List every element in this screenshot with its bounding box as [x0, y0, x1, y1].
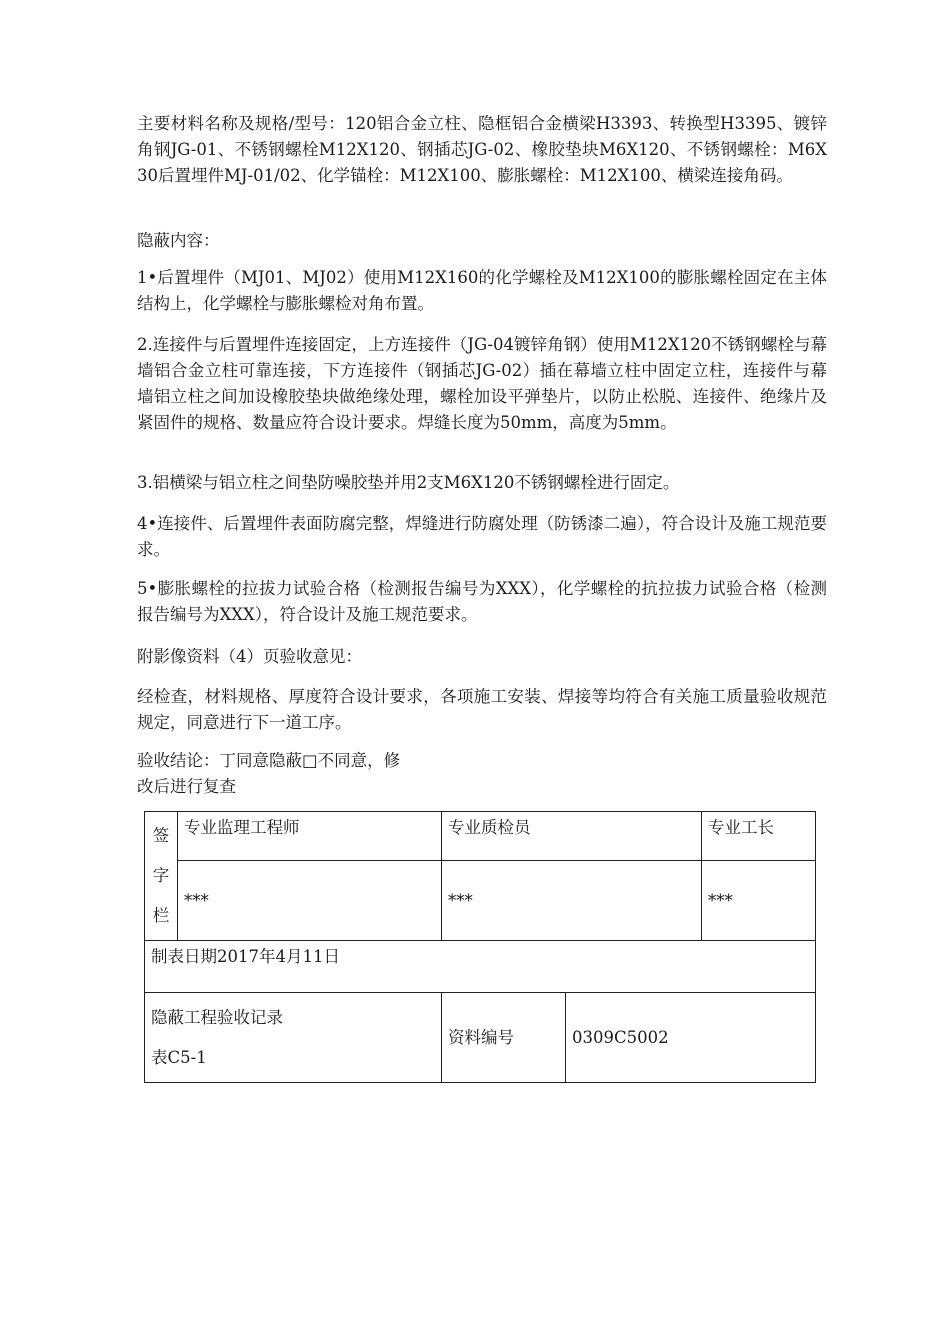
item-3: 3.铝横梁与铝立柱之间垫防噪胶垫并用2支M6X120不锈钢螺栓进行固定。 [137, 473, 680, 492]
signature-supervising-engineer: *** [178, 861, 442, 941]
concealed-content-heading: 隐蔽内容： [137, 231, 220, 250]
signature-column-label: 签 字 栏 [145, 812, 178, 941]
record-title: 隐蔽工程验收记录 [151, 1007, 283, 1027]
conclusion-line-2: 改后进行复查 [137, 777, 236, 796]
materials-paragraph: 主要材料名称及规格/型号：120铝合金立柱、隐框铝合金横梁H3393、转换型H3395、镀锌角钢JG-01、不锈钢螺栓M12X120、钢插芯JG-02、橡胶垫块M6X120、不锈钢螺栓：M6X30后置埋件MJ-01/02、化学锚栓：M12X100、膨胀螺栓：M12X100、横梁连接角码。 [137, 114, 827, 185]
conclusion-line-1: 验收结论：丁同意隐蔽□不同意，修 [137, 751, 401, 770]
header-supervising-engineer: 专业监理工程师 [178, 812, 442, 861]
item-5: 5•膨胀螺栓的拉拔力试验合格（检测报告编号为XXX），化学螺栓的抗拉拔力试验合格（检测报告编号为XXX），符合设计及施工规范要求。 [137, 579, 827, 624]
signature-table [144, 811, 816, 1083]
header-foreman: 专业工长 [702, 812, 816, 861]
document-number-value: 0309C5002 [566, 993, 816, 1083]
attachment-line: 附影像资料（4）页验收意见： [137, 647, 362, 666]
table-date: 制表日期2017年4月11日 [145, 941, 816, 993]
item-4: 4•连接件、后置埋件表面防腐完整，焊缝进行防腐处理（防锈漆二遍），符合设计及施工规范要求。 [137, 514, 827, 559]
signature-foreman: *** [702, 861, 816, 941]
item-1: 1•后置埋件（MJ01、MJ02）使用M12X160的化学螺栓及M12X100的膨胀螺栓固定在主体结构上，化学螺栓与膨胀螺检对角布置。 [137, 268, 827, 313]
form-number: 表C5-1 [151, 1047, 207, 1067]
signature-quality-inspector: *** [442, 861, 702, 941]
inspection-opinion: 经检查，材料规格、厚度符合设计要求，各项施工安装、焊接等均符合有关施工质量验收规范规定，同意进行下一道工序。 [137, 687, 827, 732]
header-quality-inspector: 专业质检员 [442, 812, 702, 861]
record-title-cell [145, 993, 442, 1083]
document-number-label: 资料编号 [442, 993, 566, 1083]
item-2: 2.连接件与后置埋件连接固定，上方连接件（JG-04镀锌角钢）使用M12X120不锈钢螺栓与幕墙铝合金立柱可靠连接，下方连接件（钢插芯JG-02）插在幕墙立柱中固定立柱，连接件与幕墙铝立柱之间加设橡胶垫块做绝缘处理，螺栓加设平弹垫片，以防止松脱、连接件、绝缘片及紧固件的规格、数量应符合设计要求。焊缝长度为50mm，高度为5mm。 [137, 335, 827, 432]
